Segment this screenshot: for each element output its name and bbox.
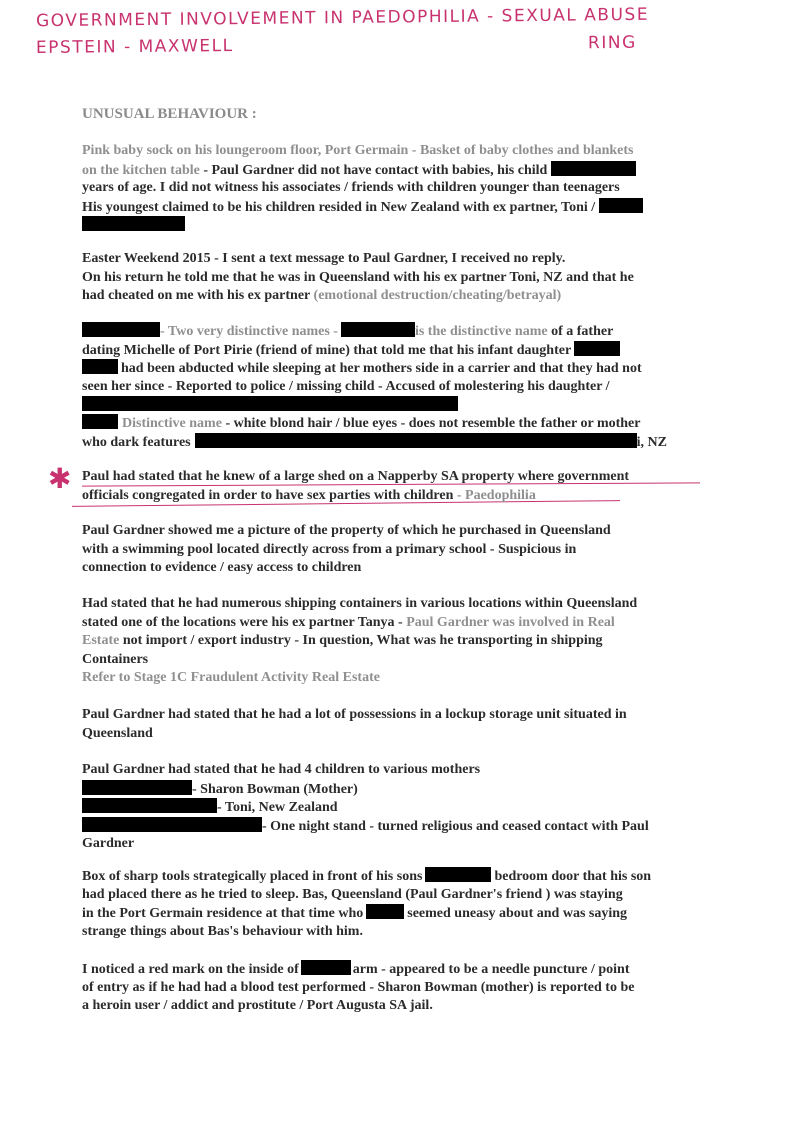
- redaction-block: [366, 904, 404, 919]
- paragraph-red-mark: [82, 960, 732, 1016]
- paragraph-easter-weekend: [82, 250, 732, 306]
- redaction-block: [82, 322, 160, 337]
- paragraph-napperby-shed: [82, 468, 732, 505]
- text-line: [82, 359, 732, 378]
- text-line: a heroin user / addict and prostitute / Port Augusta SA jail.: [82, 998, 433, 1014]
- text-span: not import / export industry - In question, What was he transporting in shipping: [119, 633, 603, 649]
- text-span: - Two very distinctive names -: [160, 324, 338, 339]
- text-span: officials congregated in order to have sex parties with children: [82, 487, 454, 503]
- text-line: connection to evidence / easy access to children: [82, 560, 362, 576]
- text-line: had placed there as he tried to sleep. Bas, Queensland (Paul Gardner's friend ) was staying: [82, 886, 623, 902]
- text-line: Refer to Stage 1C Fraudulent Activity Real Estate: [82, 670, 380, 686]
- text-line: [82, 433, 732, 452]
- text-line: Had stated that he had numerous shipping containers in various locations within Queensland: [82, 596, 638, 611]
- handwritten-star-mark: ✱: [48, 462, 72, 495]
- text-line: with a swimming pool located directly across from a primary school - Suspicious in: [82, 541, 577, 557]
- text-line: Queensland: [82, 725, 153, 741]
- redaction-block: [82, 798, 217, 813]
- text-line: [82, 867, 732, 886]
- paragraph-storage-unit: [82, 706, 732, 743]
- text-line: [82, 414, 732, 433]
- text-span: Box of sharp tools strategically placed in front of his sons: [82, 869, 423, 884]
- handwritten-title-line1: GOVERNMENT INVOLVEMENT IN PAEDOPHILIA - SEXUAL ABUSE: [35, 4, 650, 32]
- text-line: Pink baby sock on his loungeroom floor, Port Germain - Basket of baby clothes and blankets: [82, 143, 634, 158]
- paragraph-property-picture: [82, 522, 732, 578]
- redaction-block: [574, 341, 620, 356]
- text-line: Containers: [82, 651, 149, 667]
- paragraph-sharp-tools: [82, 867, 732, 941]
- redaction-block: [551, 161, 636, 176]
- text-span: who dark features: [82, 434, 191, 450]
- text-span: - Sharon Bowman (Mother): [192, 781, 358, 797]
- paragraph-baby-items: [82, 142, 732, 235]
- text-span: bedroom door that his son: [494, 869, 652, 884]
- redaction-block: [82, 396, 458, 411]
- redaction-block: [195, 433, 637, 448]
- text-line: Paul Gardner had stated that he had 4 children to various mothers: [82, 762, 481, 777]
- text-span: stated one of the locations were his ex partner Tanya -: [82, 614, 407, 630]
- redaction-block: [599, 198, 643, 213]
- text-span: seemed uneasy about and was saying: [407, 906, 628, 922]
- text-line: [82, 487, 732, 506]
- text-line: [82, 614, 732, 633]
- section-heading: UNUSUAL BEHAVIOUR :: [82, 106, 257, 122]
- text-span: Distinctive name: [122, 416, 222, 431]
- text-span: had been abducted while sleeping at her mothers side in a carrier and that they had not: [121, 361, 642, 377]
- paragraph-four-children: [82, 761, 732, 854]
- text-line: seen her since - Reported to police / missing child - Accused of molestering his daughter /: [82, 378, 610, 394]
- text-line: [82, 780, 732, 799]
- text-span: - Paedophilia: [453, 487, 536, 503]
- text-span: dating Michelle of Port Pirie (friend of mine) that told me that his infant daughter: [82, 342, 572, 358]
- redaction-block: [301, 960, 351, 975]
- text-span: on the kitchen table: [82, 162, 200, 178]
- text-line: strange things about Bas's behaviour with him.: [82, 923, 363, 939]
- paragraph-distinctive-names: [82, 322, 732, 415]
- redaction-block: [341, 322, 415, 337]
- text-line: On his return he told me that he was in Queensland with his ex partner Toni, NZ and that he: [82, 269, 634, 285]
- text-line: Gardner: [82, 836, 135, 852]
- text-span: - One night stand - turned religious and ceased contact with Paul: [262, 818, 649, 834]
- text-line: Easter Weekend 2015 - I sent a text message to Paul Gardner, I received no reply.: [82, 251, 566, 266]
- text-line: [82, 161, 732, 180]
- text-line: years of age. I did not witness his associates / friends with children younger than teenagers: [82, 180, 620, 196]
- text-line: [82, 817, 732, 836]
- handwritten-title-line2-left: EPSTEIN - MAXWELL: [35, 35, 234, 59]
- paragraph-distinctive-features: [82, 414, 732, 451]
- text-line: [82, 216, 732, 235]
- text-span: in the Port Germain residence at that time who: [82, 906, 364, 922]
- text-line: [82, 287, 732, 306]
- text-span: i, NZ: [636, 434, 667, 450]
- handwritten-title-line2-right: RING: [587, 32, 637, 54]
- redaction-block: [82, 817, 262, 832]
- text-span: I noticed a red mark on the inside of: [82, 962, 299, 977]
- text-span: - white blond hair / blue eyes - does not resemble the father or mother: [221, 416, 641, 431]
- text-line: Paul Gardner showed me a picture of the property of which he purchased in Queensland: [82, 523, 611, 538]
- text-line: [82, 198, 732, 217]
- text-line: [82, 396, 732, 415]
- text-line: [82, 632, 732, 651]
- text-span: Paul Gardner was involved in Real: [406, 614, 615, 630]
- text-line: Paul Gardner had stated that he had a lot of possessions in a lockup storage unit situated in: [82, 707, 627, 722]
- text-line: [82, 904, 732, 923]
- text-line: [82, 341, 732, 360]
- text-line: [82, 322, 732, 341]
- text-span: of a father: [547, 324, 614, 339]
- redaction-block: [425, 867, 491, 882]
- text-span: Estate: [82, 633, 120, 649]
- text-span: - Toni, New Zealand: [217, 800, 338, 816]
- text-line: of entry as if he had had a blood test performed - Sharon Bowman (mother) is reported to be: [82, 979, 635, 995]
- redaction-block: [82, 780, 192, 795]
- redaction-block: [82, 216, 185, 231]
- redaction-block: [82, 414, 118, 429]
- text-line: Paul had stated that he knew of a large shed on a Napperby SA property where government: [82, 469, 630, 484]
- text-line: [82, 960, 732, 979]
- text-span: had cheated on me with his ex partner: [82, 288, 314, 304]
- text-line: [82, 798, 732, 817]
- paragraph-shipping-containers: [82, 595, 732, 688]
- text-span: - Paul Gardner did not have contact with babies, his child: [199, 162, 548, 178]
- text-span: His youngest claimed to be his children resided in New Zealand with ex partner, Toni /: [82, 199, 596, 215]
- text-span: is the distinctive name: [414, 324, 548, 339]
- redaction-block: [82, 359, 118, 374]
- text-span: arm - appeared to be a needle puncture / point: [352, 962, 630, 977]
- text-span: (emotional destruction/cheating/betrayal): [313, 288, 562, 304]
